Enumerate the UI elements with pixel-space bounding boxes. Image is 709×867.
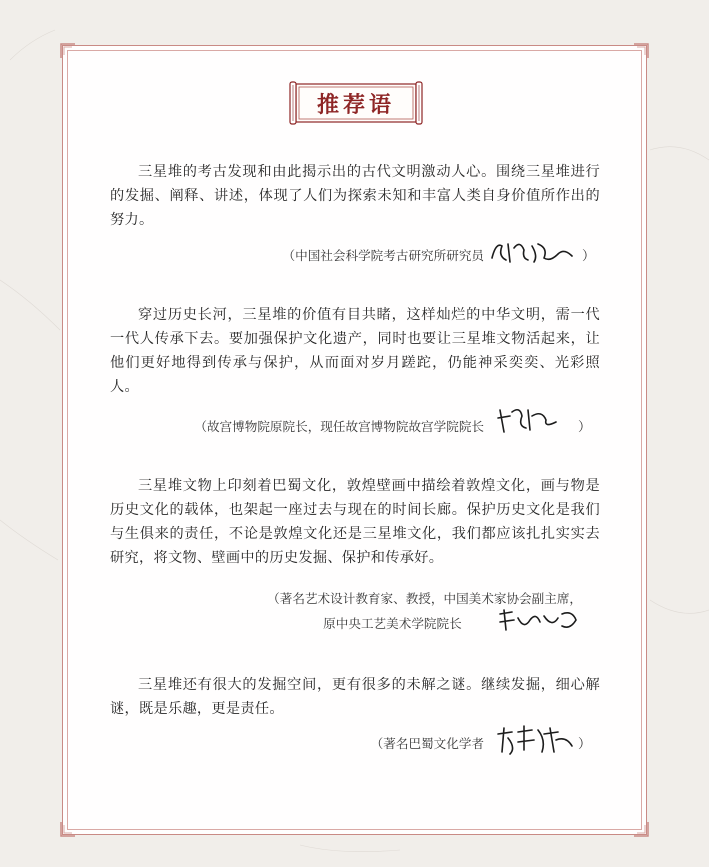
credit-line: （著名巴蜀文化学者 (370, 736, 484, 751)
paragraph-text: 三星堆文物上印刻着巴蜀文化，敦煌壁画中描绘着敦煌文化，画与物是历史文化的载体，也架起一座过去与现在的时间长廊。保护历史文化是我们与生俱来的责任，不论是敦煌文化还是三星堆文化，我们都应该扎扎实实去研究，将文物、壁画中的历史发掘、保护和传承好。 (110, 478, 600, 566)
signature-2 (494, 402, 564, 436)
corner-ornament-top-right (633, 43, 649, 59)
closing-paren-2: ） (578, 420, 592, 435)
page-title: 推荐语 (316, 93, 395, 118)
paragraph-text: 三星堆还有很大的发掘空间，更有很多的未解之谜。继续发掘，细心解谜，既是乐趣，更是责任。 (110, 677, 600, 717)
closing-paren-4: ） (578, 737, 592, 752)
signature-4 (494, 722, 578, 758)
credit-1 (283, 245, 485, 264)
corner-ornament-bottom-left (60, 821, 76, 837)
recommendation-paragraph-1 (110, 160, 600, 232)
credit-2 (194, 416, 484, 435)
recommendation-paragraph-2 (110, 303, 600, 399)
credit-line: （著名艺术设计教育家、教授，中国美术家协会副主席， (267, 591, 582, 606)
credit-line: 原中央工艺美术学院院长 (323, 616, 462, 631)
corner-ornament-bottom-right (633, 821, 649, 837)
signature-1 (488, 236, 580, 266)
credit-line: （中国社会科学院考古研究所研究员 (282, 248, 484, 263)
credit-line: （故宫博物院原院长，现任故宫博物院故宫学院院长 (194, 419, 484, 434)
corner-ornament-top-left (60, 43, 76, 59)
title-scroll (288, 81, 424, 125)
signature-3 (496, 604, 580, 634)
paragraph-text: 穿过历史长河，三星堆的价值有目共睹，这样灿烂的中华文明，需一代一代人传承下去。要加强保护文化遗产，同时也要让三星堆文物活起来，让他们更好地得到传承与保护，从而面对岁月蹉跎，仍能神采奕奕、光彩照人。 (110, 307, 600, 395)
paragraph-text: 三星堆的考古发现和由此揭示出的古代文明激动人心。围绕三星堆进行的发掘、阐释、讲述，体现了人们为探索未知和丰富人类自身价值所作出的努力。 (110, 164, 600, 228)
recommendation-paragraph-3 (110, 474, 600, 570)
credit-4 (371, 733, 484, 752)
recommendation-paragraph-4 (110, 673, 600, 721)
closing-paren-1: ） (582, 249, 596, 264)
